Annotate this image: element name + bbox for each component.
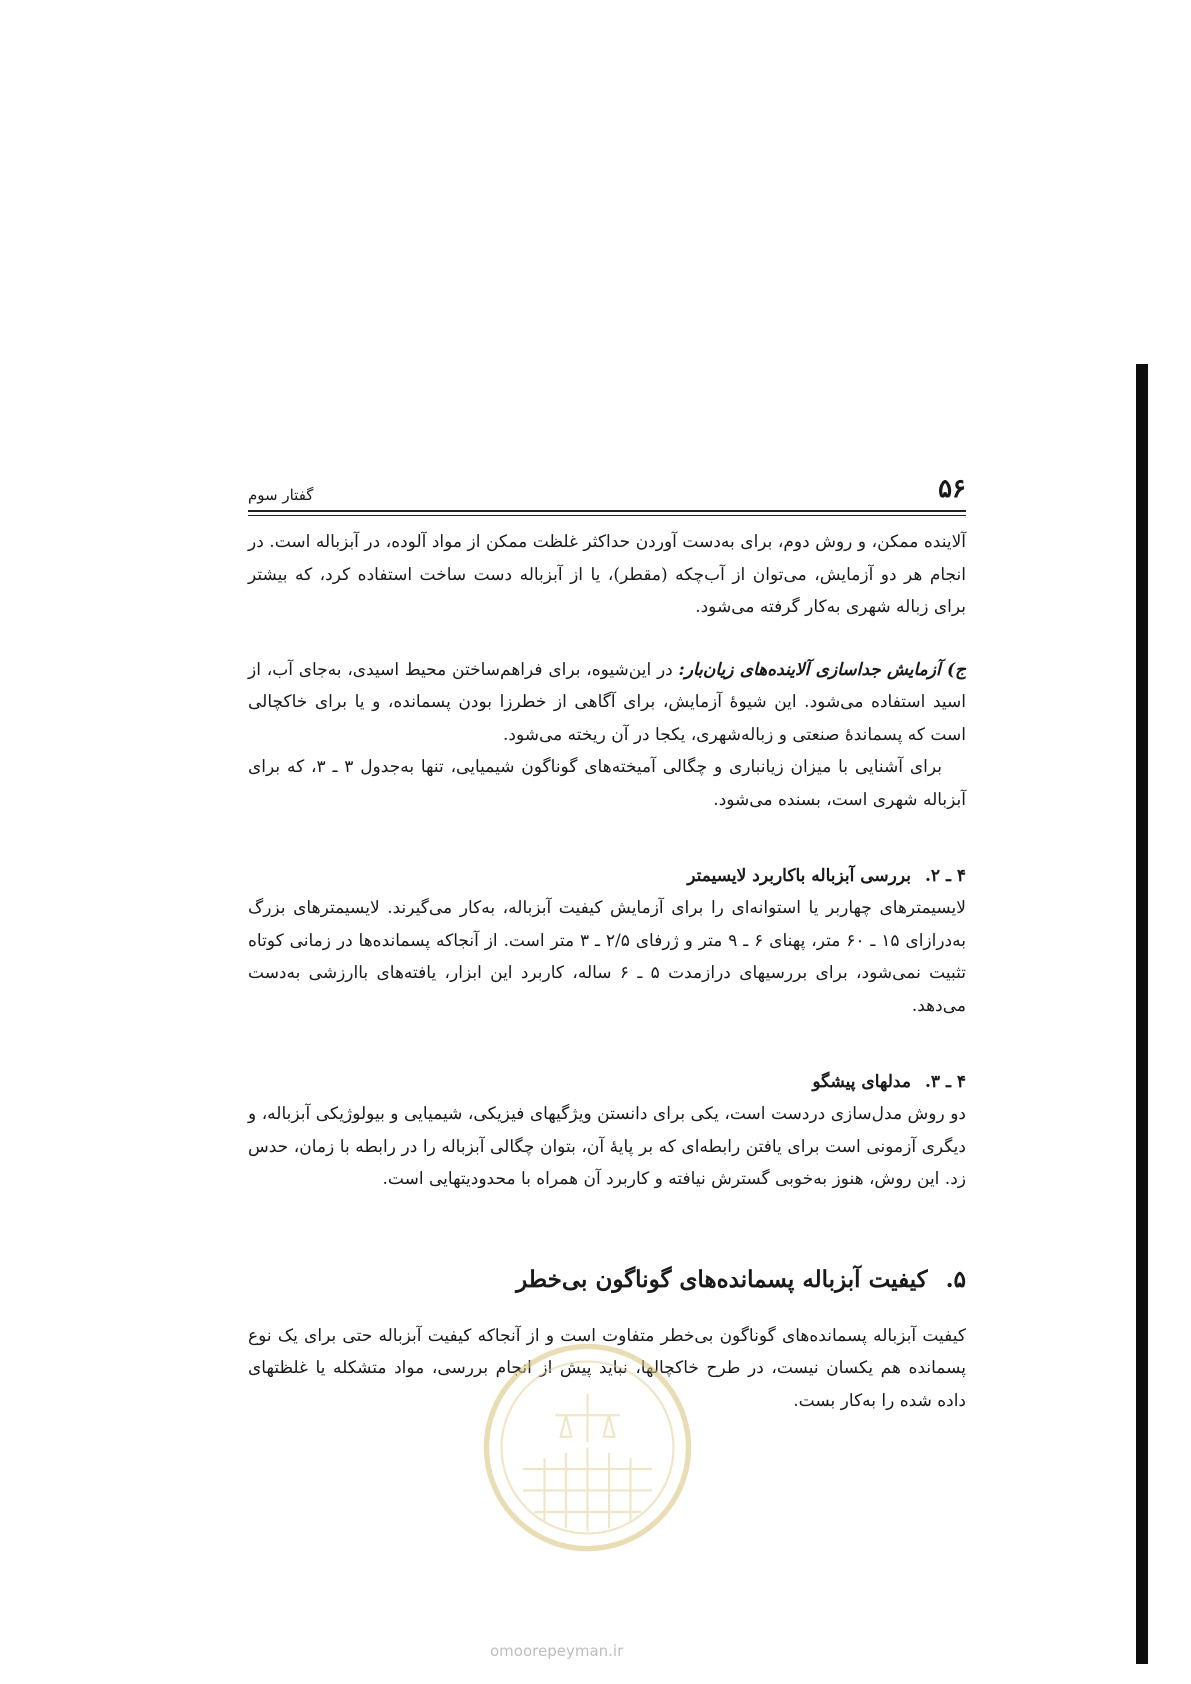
book-page: [248, 470, 966, 1417]
paragraph-toxicity-table: برای آشنایی با میزان زیانباری و چگالی آمیخته‌های گوناگون شیمیایی، تنها به‌جدول ۳ ـ ۳، که برای آبزباله شهری است، بسنده می‌شود.: [248, 757, 966, 810]
paragraph-method-continuation: آلاینده ممکن، و روش دوم، برای به‌دست آوردن حداکثر غلظت ممکن از مواد آلوده، در آبزباله است. در انجام هر دو آزمایش، می‌توان از آب‌چکه (مقطر)، یا از آبزباله دست ساخت استفاده کرد، که بیشتر برای زباله شهری به‌کار گرفته می‌شود.: [248, 532, 966, 617]
paragraph-separation-test: [248, 654, 966, 752]
chapter-title: گفتار سوم: [248, 486, 314, 504]
subsection-number: ۴ ـ ۳.: [924, 1072, 966, 1092]
paragraph-predictive-models: دو روش مدل‌سازی دردست است، یکی برای دانستن ویژگیهای فیزیکی، شیمیایی و بیولوژیکی آبزباله، و دیگری آزمونی است برای یافتن رابطه‌ای که بر پایهٔ آن، بتوان چگالی آبزباله را در رابطه با زمان، حدس زد. این روش، هنوز به‌خوبی گسترش نیافته و کاربرد آن همراه با محدودیتهایی است.: [248, 1104, 966, 1189]
scan-edge-bar: [1136, 364, 1148, 1664]
page-number: ۵۶: [938, 474, 966, 504]
paragraph-lysimeter: لایسیمترهای چهاربر یا استوانه‌ای را برای آزمایش کیفیت آبزباله، به‌کار می‌گیرند. لایسیمترهای بزرگ به‌درازای ۱۵ ـ ۶۰ متر، پهنای ۶ ـ ۹ متر و ژرفای ۲/۵ ـ ۳ متر است. از آنجاکه پسمانده‌ها در زمانی کوتاه تثبیت نمی‌شود، برای بررسیهای درازمدت ۵ ـ ۶ ساله، کاربرد این ابزار، یافته‌های باارزشی به‌دست می‌دهد.: [248, 898, 966, 1016]
watermark-site-url: omoorepeyman.ir: [490, 1642, 624, 1660]
paragraph-leachate-quality: کیفیت آبزباله پسمانده‌های گوناگون بی‌خطر متفاوت است و از آنجاکه کیفیت آبزباله حتی برای یک نوع پسمانده هم یکسان نیست، در طرح خاکچالها، نباید پیش از انجام بررسی، مواد متشکله یا غلظتهای داده شده را به‌کار بست.: [248, 1325, 966, 1411]
subsection-title: مدلهای پیشگو: [812, 1072, 911, 1092]
section-title: کیفیت آبزباله پسمانده‌های گوناگون بی‌خطر: [516, 1265, 928, 1293]
section-heading-5: [248, 1260, 966, 1300]
subsection-number: ۴ ـ ۲.: [924, 866, 966, 886]
subsection-heading-4-2: [248, 860, 966, 892]
section-number: ۵.: [945, 1265, 966, 1293]
header-rule-thick: [248, 510, 966, 512]
paragraph-separation-test-body: در این‌شیوه، برای فراهم‌ساختن محیط اسیدی، به‌جای آب، از اسید استفاده می‌شود. این شیوهٔ آزمایش، برای آگاهی از خطرزا بودن پسمانده، و یا برای خاکچالی است که پسماندهٔ صنعتی و زباله‌شهری، یکجا در آن ریخته می‌شود.: [248, 659, 966, 745]
subsection-title: بررسی آبزباله باکاربرد لایسیمتر: [687, 866, 911, 886]
header-rule-thin: [248, 515, 966, 516]
subsection-heading-4-3: [248, 1066, 966, 1098]
running-header: [248, 470, 966, 504]
inline-heading-separation-test: ج) آزمایش جداسازی آلاینده‌های زیان‌بار:: [678, 659, 966, 680]
